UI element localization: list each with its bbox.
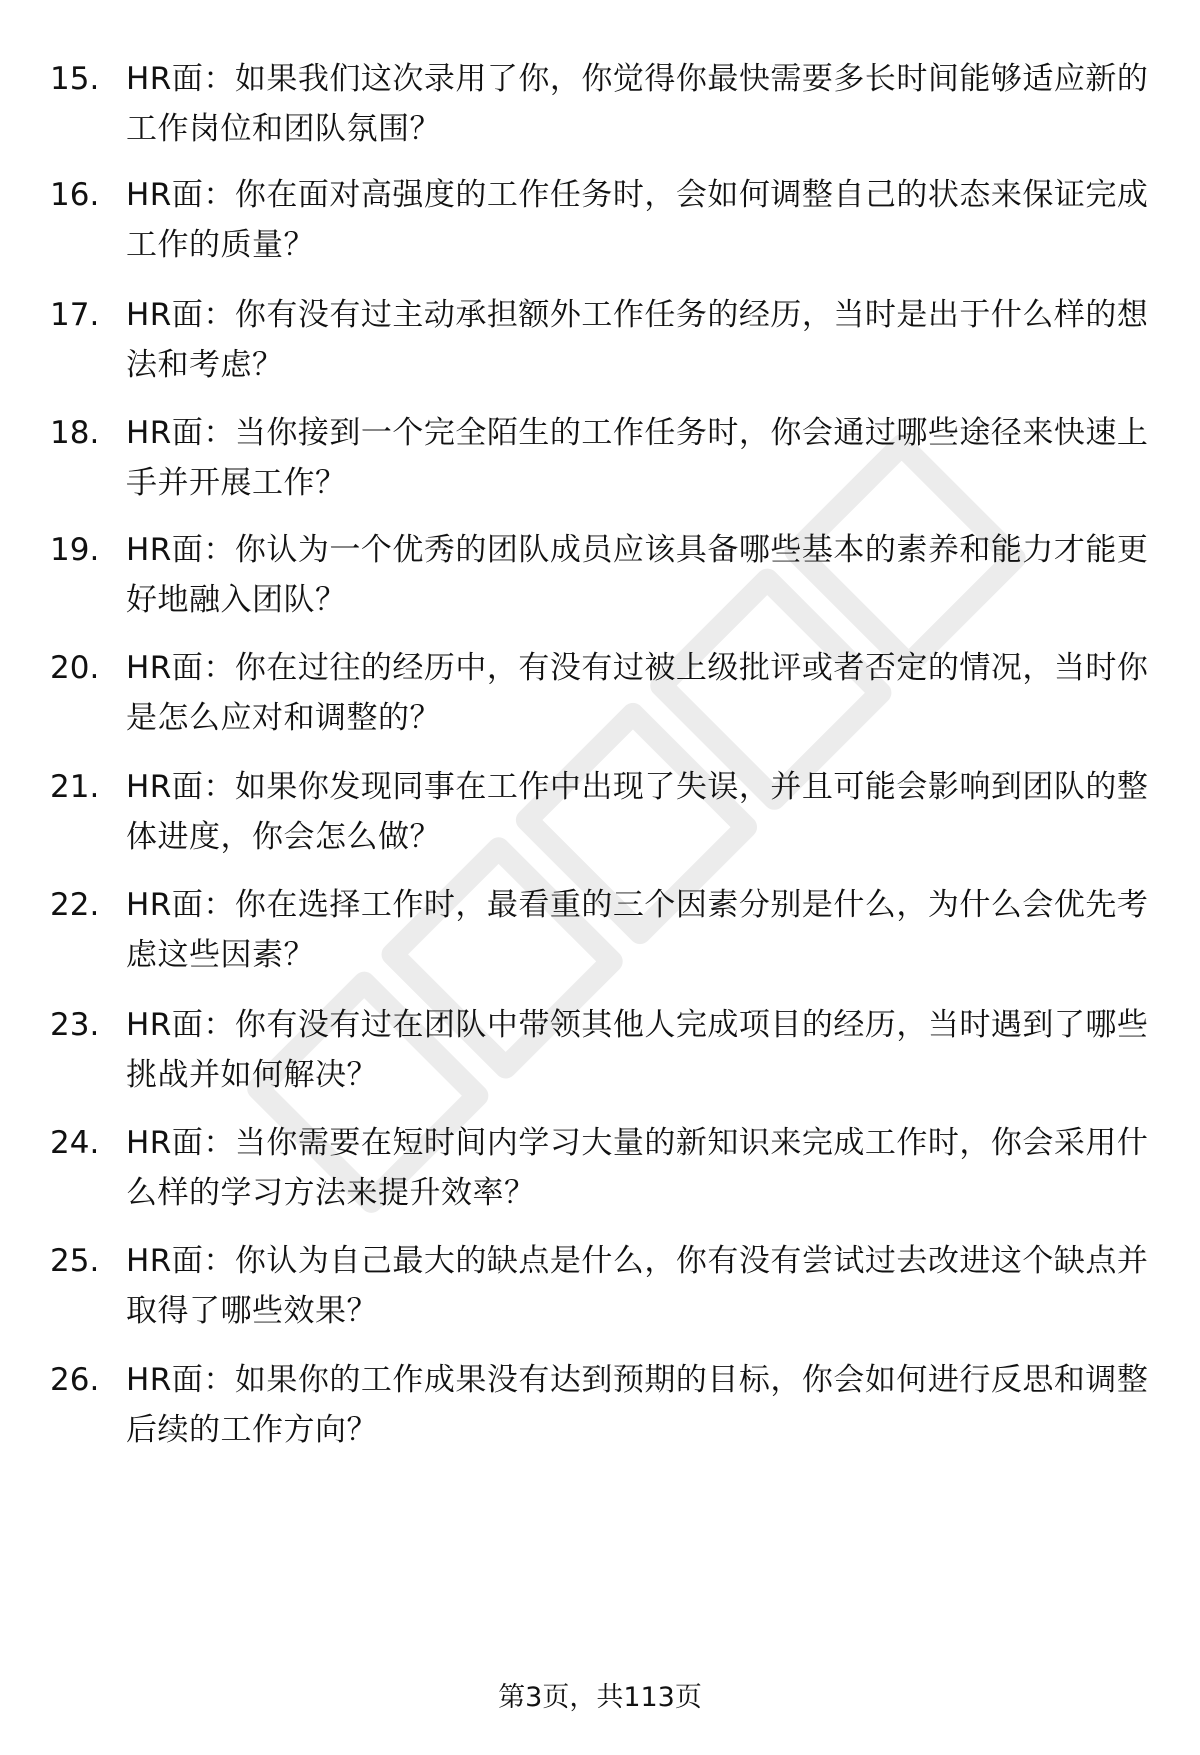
question-text: HR面：你在过往的经历中，有没有过被上级批评或者否定的情况，当时你是怎么应对和调整的？ xyxy=(126,650,1149,736)
question-text: HR面：如果我们这次录用了你，你觉得你最快需要多长时间能够适应新的工作岗位和团队氛围？ xyxy=(126,61,1149,147)
list-item xyxy=(0,290,1200,400)
list-item xyxy=(0,1000,1200,1110)
question-text: HR面：当你接到一个完全陌生的工作任务时，你会通过哪些途径来快速上手并开展工作？ xyxy=(126,415,1149,501)
question-number: 21. xyxy=(50,769,100,805)
list-item xyxy=(0,643,1200,753)
question-text: HR面：如果你发现同事在工作中出现了失误，并且可能会影响到团队的整体进度，你会怎么做？ xyxy=(126,769,1149,855)
list-item xyxy=(0,1236,1200,1346)
list-item xyxy=(0,408,1200,518)
question-text: HR面：当你需要在短时间内学习大量的新知识来完成工作时，你会采用什么样的学习方法来提升效率？ xyxy=(126,1125,1149,1211)
question-number: 20. xyxy=(50,650,100,686)
question-text: HR面：如果你的工作成果没有达到预期的目标，你会如何进行反思和调整后续的工作方向？ xyxy=(126,1362,1149,1448)
list-item xyxy=(0,54,1200,164)
question-text: HR面：你在面对高强度的工作任务时，会如何调整自己的状态来保证完成工作的质量？ xyxy=(126,177,1149,263)
question-number: 25. xyxy=(50,1243,100,1279)
question-text: HR面：你认为自己最大的缺点是什么，你有没有尝试过去改进这个缺点并取得了哪些效果？ xyxy=(126,1243,1149,1329)
list-item xyxy=(0,1118,1200,1228)
question-number: 18. xyxy=(50,415,100,451)
question-text: HR面：你有没有过主动承担额外工作任务的经历，当时是出于什么样的想法和考虑？ xyxy=(126,297,1149,383)
list-item xyxy=(0,880,1200,990)
question-number: 23. xyxy=(50,1007,100,1043)
question-number: 16. xyxy=(50,177,100,213)
page-footer: 第3页，共113页 xyxy=(498,1682,702,1713)
list-item xyxy=(0,1355,1200,1465)
question-number: 22. xyxy=(50,887,100,923)
question-text: HR面：你有没有过在团队中带领其他人完成项目的经历，当时遇到了哪些挑战并如何解决？ xyxy=(126,1007,1149,1093)
question-number: 17. xyxy=(50,297,100,333)
list-item xyxy=(0,170,1200,280)
question-text: HR面：你在选择工作时，最看重的三个因素分别是什么，为什么会优先考虑这些因素？ xyxy=(126,887,1149,973)
question-text: HR面：你认为一个优秀的团队成员应该具备哪些基本的素养和能力才能更好地融入团队？ xyxy=(126,532,1149,618)
question-number: 15. xyxy=(50,61,100,97)
list-item xyxy=(0,762,1200,872)
question-number: 26. xyxy=(50,1362,100,1398)
question-number: 24. xyxy=(50,1125,100,1161)
question-number: 19. xyxy=(50,532,100,568)
list-item xyxy=(0,525,1200,635)
